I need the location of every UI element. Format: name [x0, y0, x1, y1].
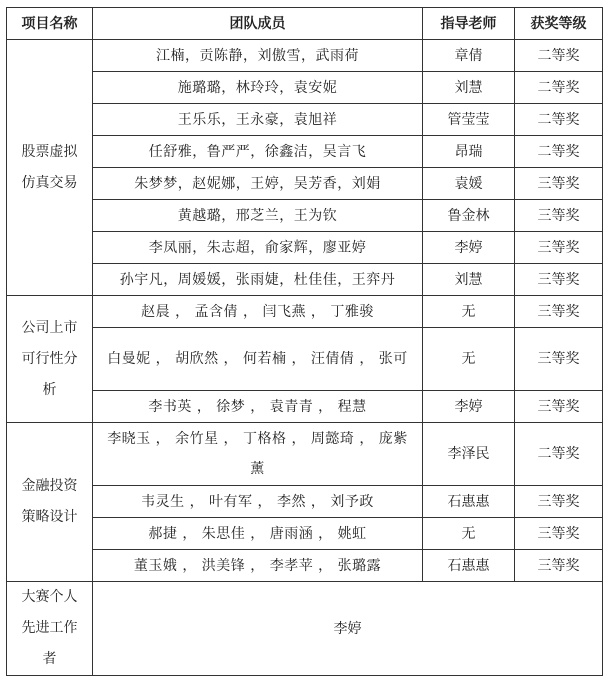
members-cell: 黄越璐，邢芝兰，王为钦: [93, 200, 423, 232]
advisor-cell: 昂瑞: [423, 136, 515, 168]
table-row: [7, 550, 603, 582]
award-cell: 三等奖: [515, 391, 603, 423]
table-row: [7, 264, 603, 296]
advisor-cell: 章倩: [423, 40, 515, 72]
advisor-cell: 石惠惠: [423, 486, 515, 518]
table-row: [7, 486, 603, 518]
project-name-line: 股票虚拟: [21, 143, 78, 160]
advisor-cell: 鲁金林: [423, 200, 515, 232]
table-row: [7, 72, 603, 104]
advisor-cell: 管莹莹: [423, 104, 515, 136]
header-members: 团队成员: [93, 8, 423, 40]
advisor-cell: 李泽民: [423, 423, 515, 486]
award-cell: 三等奖: [515, 328, 603, 391]
members-cell: 郝捷 ， 朱思佳 ， 唐雨涵 ， 姚虹: [93, 518, 423, 550]
advisor-cell: 无: [423, 328, 515, 391]
award-cell: 三等奖: [515, 486, 603, 518]
advisor-cell: 无: [423, 518, 515, 550]
table-row: [7, 136, 603, 168]
members-cell: 施璐璐，林玲玲，袁安妮: [93, 72, 423, 104]
award-cell: 二等奖: [515, 40, 603, 72]
advisor-cell: 无: [423, 296, 515, 328]
individual-label-line: 者: [42, 651, 57, 667]
award-cell: 三等奖: [515, 264, 603, 296]
table-row: [7, 232, 603, 264]
table-row: [7, 328, 603, 391]
header-row: [7, 8, 603, 40]
award-cell: 三等奖: [515, 168, 603, 200]
table-row: [7, 518, 603, 550]
members-cell: 李晓玉 ， 余竹星 ， 丁格格 ， 周懿琦 ， 庞紫薰: [93, 423, 423, 486]
members-cell: 朱梦梦，赵妮娜，王婷，吴芳香，刘娟: [93, 168, 423, 200]
header-advisor: 指导老师: [423, 8, 515, 40]
advisor-cell: 李婷: [423, 391, 515, 423]
award-cell: 二等奖: [515, 423, 603, 486]
project-name-cell: [7, 40, 93, 296]
table-row: [7, 423, 603, 486]
award-cell: 二等奖: [515, 72, 603, 104]
advisor-cell: 石惠惠: [423, 550, 515, 582]
project-name-cell: [7, 296, 93, 423]
members-cell: 董玉娥 ， 洪美锋 ， 李孝苹 ， 张璐露: [93, 550, 423, 582]
advisor-cell: 刘慧: [423, 72, 515, 104]
table-row: [7, 296, 603, 328]
individual-name-cell: 李婷: [93, 582, 603, 676]
project-name-line: 可行性分: [21, 350, 78, 367]
members-cell: 赵晨 ， 孟含倩 ， 闫飞燕 ， 丁雅骏: [93, 296, 423, 328]
advisor-cell: 袁媛: [423, 168, 515, 200]
table-row: [7, 40, 603, 72]
table-row: [7, 168, 603, 200]
award-cell: 三等奖: [515, 232, 603, 264]
advisor-cell: 刘慧: [423, 264, 515, 296]
advisor-cell: 李婷: [423, 232, 515, 264]
members-cell: 任舒雅，鲁严严，徐鑫洁，吴言飞: [93, 136, 423, 168]
members-cell: 李书英 ， 徐梦 ， 袁青青 ， 程慧: [93, 391, 423, 423]
members-cell: 江楠，贡陈静，刘傲雪，武雨荷: [93, 40, 423, 72]
award-cell: 二等奖: [515, 136, 603, 168]
individual-row: [7, 582, 603, 676]
table-row: [7, 200, 603, 232]
award-cell: 三等奖: [515, 296, 603, 328]
project-name-cell: [7, 423, 93, 582]
individual-label-line: 先进工作: [21, 620, 78, 636]
award-cell: 三等奖: [515, 200, 603, 232]
members-cell: 孙宇凡，周媛媛，张雨婕，杜佳佳，王弈丹: [93, 264, 423, 296]
table-row: [7, 104, 603, 136]
members-cell: 李凤丽，朱志超，俞家辉，廖亚婷: [93, 232, 423, 264]
members-cell: 白曼妮 ， 胡欣然 ， 何若楠 ， 汪倩倩 ， 张可: [93, 328, 423, 391]
project-name-line: 公司上市: [21, 319, 78, 336]
members-cell: 王乐乐，王永豪，袁旭祥: [93, 104, 423, 136]
individual-label-cell: [7, 582, 93, 676]
header-award: 获奖等级: [515, 8, 603, 40]
individual-label-line: 大赛个人: [21, 589, 78, 605]
award-table: [6, 7, 603, 676]
project-name-line: 策略设计: [21, 509, 78, 525]
project-name-line: 仿真交易: [21, 174, 78, 191]
header-project: 项目名称: [7, 8, 93, 40]
project-name-line: 析: [42, 381, 57, 398]
award-cell: 三等奖: [515, 550, 603, 582]
award-cell: 三等奖: [515, 518, 603, 550]
award-cell: 二等奖: [515, 104, 603, 136]
project-name-line: 金融投资: [21, 478, 78, 494]
members-cell: 韦灵生 ， 叶有军 ， 李然 ， 刘予政: [93, 486, 423, 518]
table-row: [7, 391, 603, 423]
